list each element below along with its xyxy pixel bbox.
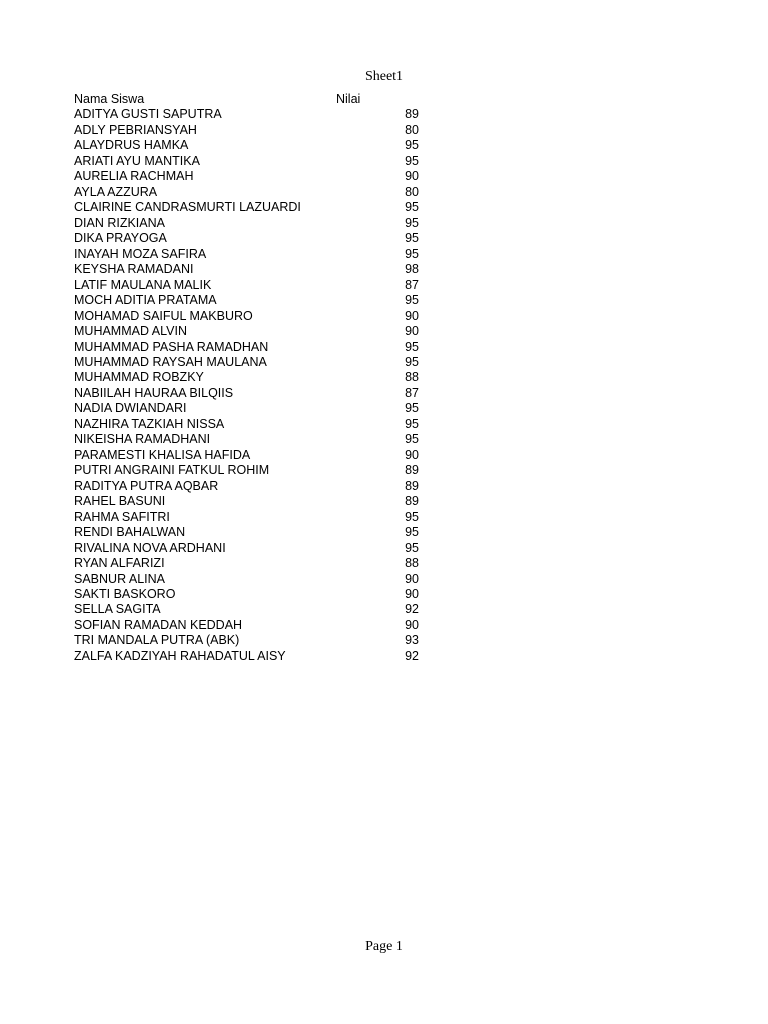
- student-name-cell: MUHAMMAD RAYSAH MAULANA: [74, 354, 267, 369]
- table-row: [74, 618, 419, 633]
- student-name-cell: NADIA DWIANDARI: [74, 401, 187, 416]
- table-row: [74, 200, 419, 215]
- table-row: [74, 602, 419, 617]
- score-cell: 89: [405, 463, 419, 478]
- table-header-row: [74, 92, 419, 107]
- student-name-cell: RAHEL BASUNI: [74, 494, 166, 509]
- score-cell: 90: [405, 617, 419, 632]
- score-cell: 95: [405, 354, 419, 369]
- score-cell: 90: [405, 324, 419, 339]
- table-row: [74, 293, 419, 308]
- student-name-cell: RADITYA PUTRA AQBAR: [74, 478, 219, 493]
- table-row: [74, 262, 419, 277]
- student-name-cell: SABNUR ALINA: [74, 571, 166, 586]
- student-name-cell: TRI MANDALA PUTRA (ABK): [74, 633, 240, 648]
- student-name-cell: ALAYDRUS HAMKA: [74, 138, 189, 153]
- score-cell: 87: [405, 277, 419, 292]
- table-row: [74, 340, 419, 355]
- score-cell: 95: [405, 138, 419, 153]
- score-cell: 92: [405, 648, 419, 663]
- score-cell: 95: [405, 432, 419, 447]
- student-name-cell: AYLA AZZURA: [74, 184, 158, 199]
- column-header-score: Nilai: [336, 92, 361, 106]
- student-name-cell: ADITYA GUSTI SAPUTRA: [74, 107, 222, 122]
- table-row: [74, 479, 419, 494]
- student-name-cell: ZALFA KADZIYAH RAHADATUL AISY: [74, 648, 286, 663]
- table-row: [74, 401, 419, 416]
- student-name-cell: DIKA PRAYOGA: [74, 231, 167, 246]
- student-name-cell: ARIATI AYU MANTIKA: [74, 153, 200, 168]
- score-cell: 92: [405, 602, 419, 617]
- student-name-cell: DIAN RIZKIANA: [74, 215, 165, 230]
- table-row: [74, 587, 419, 602]
- table-row: [74, 649, 419, 664]
- score-cell: 93: [405, 633, 419, 648]
- score-cell: 95: [405, 339, 419, 354]
- student-name-cell: NABIILAH HAURAA BILQIIS: [74, 385, 234, 400]
- student-name-cell: NIKEISHA RAMADHANI: [74, 432, 211, 447]
- score-cell: 88: [405, 556, 419, 571]
- student-name-cell: MOCH ADITIA PRATAMA: [74, 293, 217, 308]
- table-row: [74, 309, 419, 324]
- score-cell: 95: [405, 401, 419, 416]
- score-cell: 95: [405, 231, 419, 246]
- table-row: [74, 463, 419, 478]
- score-cell: 87: [405, 385, 419, 400]
- student-name-cell: NAZHIRA TAZKIAH NISSA: [74, 416, 225, 431]
- student-name-cell: RIVALINA NOVA ARDHANI: [74, 540, 226, 555]
- student-name-cell: CLAIRINE CANDRASMURTI LAZUARDI: [74, 200, 301, 215]
- table-row: [74, 138, 419, 153]
- score-cell: 95: [405, 509, 419, 524]
- table-row: [74, 370, 419, 385]
- student-name-cell: MOHAMAD SAIFUL MAKBURO: [74, 308, 253, 323]
- student-name-cell: SAKTI BASKORO: [74, 587, 176, 601]
- student-name-cell: SELLA SAGITA: [74, 602, 161, 617]
- student-name-cell: SOFIAN RAMADAN KEDDAH: [74, 617, 243, 632]
- table-row: [74, 525, 419, 540]
- student-name-cell: MUHAMMAD ROBZKY: [74, 370, 204, 385]
- score-cell: 95: [405, 525, 419, 540]
- student-name-cell: LATIF MAULANA MALIK: [74, 277, 212, 292]
- sheet-title: Sheet1: [364, 69, 404, 84]
- student-name-cell: INAYAH MOZA SAFIRA: [74, 246, 207, 261]
- score-cell: 95: [405, 153, 419, 168]
- score-cell: 95: [405, 246, 419, 261]
- score-cell: 89: [405, 478, 419, 493]
- student-name-cell: MUHAMMAD PASHA RAMADHAN: [74, 339, 269, 354]
- score-cell: 95: [405, 200, 419, 215]
- table-row: [74, 324, 419, 339]
- page-number: Page 1: [365, 939, 403, 954]
- score-cell: 80: [405, 122, 419, 137]
- student-name-cell: AURELIA RACHMAH: [74, 169, 194, 184]
- student-name-cell: RENDI BAHALWAN: [74, 525, 186, 540]
- table-row: [74, 185, 419, 200]
- table-row: [74, 247, 419, 262]
- score-cell: 95: [405, 215, 419, 230]
- score-cell: 90: [405, 308, 419, 323]
- score-cell: 95: [405, 540, 419, 555]
- table-row: [74, 556, 419, 571]
- table-row: [74, 417, 419, 432]
- student-name-cell: PARAMESTI KHALISA HAFIDA: [74, 447, 251, 462]
- student-name-cell: RYAN ALFARIZI: [74, 556, 165, 571]
- student-score-table: [74, 92, 419, 664]
- score-cell: 98: [405, 262, 419, 277]
- table-row: [74, 278, 419, 293]
- score-cell: 90: [405, 571, 419, 586]
- student-name-cell: ADLY PEBRIANSYAH: [74, 122, 197, 137]
- table-row: [74, 448, 419, 463]
- table-row: [74, 494, 419, 509]
- score-cell: 90: [405, 587, 419, 601]
- table-row: [74, 386, 419, 401]
- table-row: [74, 355, 419, 370]
- score-cell: 89: [405, 494, 419, 509]
- table-row: [74, 633, 419, 648]
- score-cell: 80: [405, 184, 419, 199]
- table-row: [74, 572, 419, 587]
- student-name-cell: RAHMA SAFITRI: [74, 509, 170, 524]
- table-row: [74, 154, 419, 169]
- student-name-cell: KEYSHA RAMADANI: [74, 262, 194, 277]
- table-row: [74, 123, 419, 138]
- student-name-cell: MUHAMMAD ALVIN: [74, 324, 187, 339]
- score-cell: 95: [405, 416, 419, 431]
- score-cell: 90: [405, 447, 419, 462]
- score-cell: 90: [405, 169, 419, 184]
- table-row: [74, 107, 419, 122]
- table-row: [74, 510, 419, 525]
- table-body: [74, 107, 419, 664]
- score-cell: 95: [405, 293, 419, 308]
- table-row: [74, 541, 419, 556]
- score-cell: 89: [405, 107, 419, 122]
- table-row: [74, 432, 419, 447]
- table-row: [74, 216, 419, 231]
- table-row: [74, 169, 419, 184]
- column-header-name: Nama Siswa: [74, 92, 145, 106]
- score-cell: 88: [405, 370, 419, 385]
- student-name-cell: PUTRI ANGRAINI FATKUL ROHIM: [74, 463, 270, 478]
- table-row: [74, 231, 419, 246]
